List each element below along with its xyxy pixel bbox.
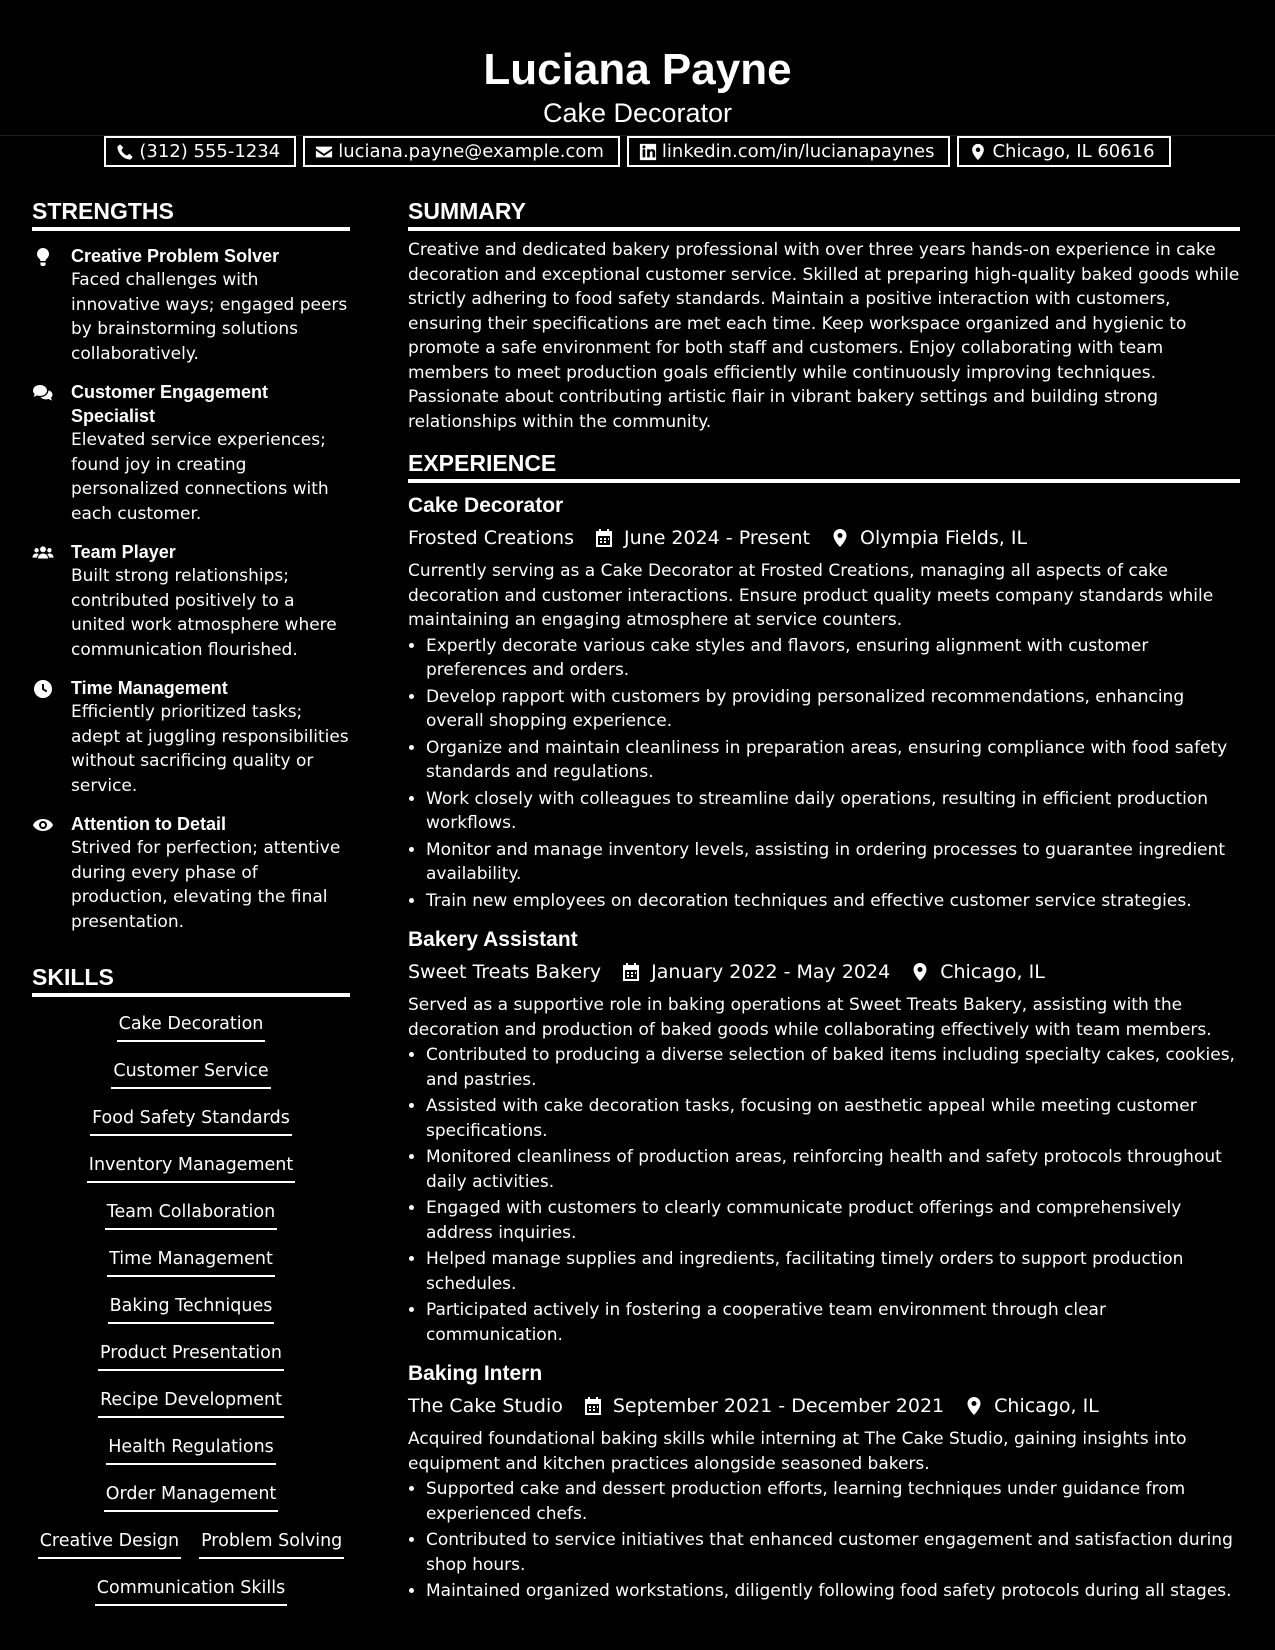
experience-section	[408, 448, 1240, 1604]
skill-tag: Food Safety Standards	[90, 1105, 292, 1136]
job-entry	[408, 925, 1240, 1347]
strength-item	[32, 540, 350, 662]
phone-icon	[116, 143, 134, 161]
job-bullet: • Work closely with colleagues to streamline daily operations, resulting in efficient production workflows.	[426, 787, 1240, 836]
job-bullet: • Maintained organized workstations, diligently following food safety protocols during all stages.	[426, 1579, 1240, 1604]
job-entry	[408, 491, 1240, 913]
job-title: Baking Intern	[408, 1362, 543, 1385]
strength-desc: Faced challenges with innovative ways; engaged peers by brainstorming solutions collaboratively.	[71, 270, 348, 364]
job-bullet: • Organize and maintain cleanliness in preparation areas, ensuring compliance with food safety standards and regulations.	[426, 736, 1240, 785]
contact-location[interactable]	[957, 136, 1170, 167]
calendar-icon	[583, 1396, 603, 1416]
strength-desc: Efficiently prioritized tasks; adept at juggling responsibilities without sacrificing quality or service.	[71, 702, 349, 796]
skill-tag: Inventory Management	[87, 1152, 295, 1183]
job-description: Currently serving as a Cake Decorator at Frosted Creations, managing all aspects of cake decoration and customer interactions. Ensure product quality meets company standards while maintaining an engaging atmosphere at service counters.	[408, 561, 1214, 630]
strength-item	[32, 244, 350, 366]
job-description: Served as a supportive role in baking operations at Sweet Treats Bakery, assisting with the decoration and production of baked goods while collaborating effectively with team members.	[408, 995, 1212, 1040]
job-dates: September 2021 - December 2021	[612, 1395, 945, 1417]
email-text: luciana.payne@example.com	[338, 141, 604, 162]
job-bullet: • Engaged with customers to clearly communicate product offerings and comprehensively address inquiries.	[426, 1196, 1240, 1245]
skill-tag: Creative Design	[38, 1528, 181, 1559]
envelope-icon	[315, 143, 333, 161]
skill-tag: Recipe Development	[98, 1387, 284, 1418]
job-bullet: • Contributed to producing a diverse selection of baked items including specialty cakes, cookies, and pastries.	[426, 1043, 1240, 1092]
candidate-name: Luciana Payne	[483, 45, 792, 94]
job-location: Chicago, IL	[994, 1395, 1099, 1417]
job-bullet: • Assisted with cake decoration tasks, focusing on aesthetic appeal while meeting customer specifications.	[426, 1094, 1240, 1143]
strengths-heading: STRENGTHS	[32, 196, 350, 231]
strengths-section	[32, 196, 350, 934]
job-bullet: • Develop rapport with customers by providing personalized recommendations, enhancing overall shopping experience.	[426, 685, 1240, 734]
map-pin-icon	[830, 528, 850, 548]
job-bullets	[408, 634, 1240, 914]
job-bullet: • Helped manage supplies and ingredients, facilitating timely orders to support production schedules.	[426, 1247, 1240, 1296]
job-entry	[408, 1359, 1240, 1604]
clock-icon	[32, 679, 54, 699]
job-bullet: • Train new employees on decoration techniques and effective customer service strategies.	[426, 889, 1240, 914]
strength-item	[32, 380, 350, 526]
job-company: Sweet Treats Bakery	[408, 961, 602, 983]
job-bullet: • Expertly decorate various cake styles and flavors, ensuring alignment with customer preferences and orders.	[426, 634, 1240, 683]
skill-tag: Team Collaboration	[105, 1199, 277, 1230]
skill-tag: Time Management	[107, 1246, 275, 1277]
job-bullet: • Participated actively in fostering a cooperative team environment through clear communication.	[426, 1298, 1240, 1347]
job-title: Cake Decorator	[408, 494, 564, 517]
strength-item	[32, 676, 350, 798]
skills-list	[32, 1011, 350, 1622]
job-location: Chicago, IL	[940, 961, 1045, 983]
calendar-icon	[621, 962, 641, 982]
job-bullet: • Monitored cleanliness of production areas, reinforcing health and safety protocols throughout daily activities.	[426, 1145, 1240, 1194]
job-bullet: • Monitor and manage inventory levels, assisting in ordering processes to guarantee ingredient availability.	[426, 838, 1240, 887]
job-title: Bakery Assistant	[408, 928, 578, 951]
strength-desc: Elevated service experiences; found joy in creating personalized connections with each customer.	[71, 430, 329, 524]
users-icon	[32, 543, 54, 563]
skill-tag: Problem Solving	[199, 1528, 344, 1559]
right-column	[408, 196, 1240, 1606]
map-pin-icon	[910, 962, 930, 982]
summary-section	[408, 196, 1240, 434]
left-column	[32, 196, 350, 1622]
skill-tag: Order Management	[104, 1481, 279, 1512]
job-bullet: • Supported cake and dessert production efforts, learning techniques under guidance from experienced chefs.	[426, 1477, 1240, 1526]
contact-phone[interactable]	[104, 136, 296, 167]
lightbulb-icon	[32, 247, 54, 267]
job-description: Acquired foundational baking skills while interning at The Cake Studio, gaining insights into equipment and kitchen practices alongside seasoned bakers.	[408, 1429, 1187, 1474]
job-meta	[408, 1391, 1240, 1421]
skills-heading: SKILLS	[32, 962, 350, 997]
contact-email[interactable]	[303, 136, 620, 167]
contact-bar	[0, 136, 1275, 167]
skill-tag: Baking Techniques	[108, 1293, 275, 1324]
job-bullet: • Contributed to service initiatives that enhanced customer engagement and satisfaction during shop hours.	[426, 1528, 1240, 1577]
skill-tag: Cake Decoration	[117, 1011, 266, 1042]
skill-tag: Communication Skills	[95, 1575, 287, 1606]
job-company: The Cake Studio	[408, 1395, 563, 1417]
experience-heading: EXPERIENCE	[408, 448, 1240, 483]
job-meta	[408, 523, 1240, 553]
skill-tag: Product Presentation	[98, 1340, 284, 1371]
strength-title: Team Player	[71, 542, 176, 562]
strength-desc: Built strong relationships; contributed positively to a united work atmosphere where communication flourished.	[71, 566, 337, 660]
job-dates: June 2024 - Present	[624, 527, 810, 549]
contact-linkedin[interactable]	[627, 136, 951, 167]
job-bullets	[408, 1477, 1240, 1604]
job-meta	[408, 957, 1240, 987]
map-pin-icon	[969, 143, 987, 161]
eye-icon	[32, 815, 54, 835]
skills-section	[32, 962, 350, 1622]
job-location: Olympia Fields, IL	[860, 527, 1028, 549]
strength-desc: Strived for perfection; attentive during every phase of production, elevating the final presentation.	[71, 838, 341, 932]
linkedin-text: linkedin.com/in/lucianapaynes	[661, 141, 935, 162]
candidate-title: Cake Decorator	[542, 98, 733, 128]
linkedin-icon	[639, 143, 657, 161]
strength-title: Creative Problem Solver	[71, 246, 280, 266]
summary-heading: SUMMARY	[408, 196, 1240, 231]
skill-tag: Health Regulations	[106, 1434, 276, 1465]
job-company: Frosted Creations	[408, 527, 574, 549]
job-dates: January 2022 - May 2024	[651, 961, 891, 983]
strength-title: Customer Engagement Specialist	[71, 382, 269, 426]
strength-item	[32, 812, 350, 934]
skill-tag: Customer Service	[111, 1058, 270, 1089]
location-text: Chicago, IL 60616	[992, 141, 1155, 162]
calendar-icon	[594, 528, 614, 548]
comments-icon	[32, 383, 54, 403]
job-bullets	[408, 1043, 1240, 1347]
resume-header	[0, 0, 1275, 162]
phone-text: (312) 555-1234	[139, 141, 281, 162]
strength-title: Time Management	[71, 678, 228, 698]
strength-title: Attention to Detail	[71, 814, 226, 834]
summary-text: Creative and dedicated bakery professional with over three years hands-on experience in cake decoration and exceptional customer service. Skilled at preparing high-quality baked goods while strictly adhering to food safety standards. Maintain a positive interaction with customers, ensuring their specifications are met each time. Keep workspace organized and hygienic to promote a safe environment for both staff and customers. Enjoy collaborating with team members to meet production goals efficiently while continuously improving techniques. Passionate about contributing artistic flair in vibrant bakery settings and building strong relationships within the community.	[408, 240, 1240, 432]
map-pin-icon	[964, 1396, 984, 1416]
